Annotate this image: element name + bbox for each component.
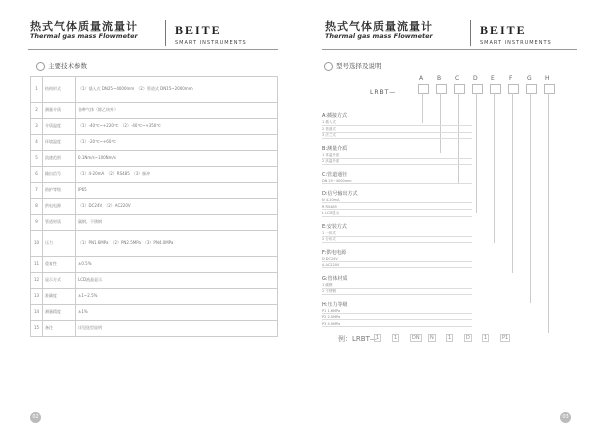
table-cell-no: 14 xyxy=(31,305,43,321)
divider xyxy=(165,20,166,46)
table-cell-no: 7 xyxy=(31,183,43,199)
option-item: A AC220V xyxy=(322,263,472,268)
example-code: N xyxy=(430,335,434,341)
table-row xyxy=(31,215,278,231)
table-cell-val: （1）插入式 DN25~4000mm （2）管道式 DN15~2000mm xyxy=(76,77,278,103)
option-item: DN 25~4000mm xyxy=(322,179,472,184)
example-code: 1 xyxy=(484,335,488,341)
example-code: 1 xyxy=(394,335,398,341)
option-item: 1 常温介质 xyxy=(322,153,472,159)
option-item: 2 不锈钢 xyxy=(322,289,472,295)
table-cell-val: （1）DC24V （2）AC220V xyxy=(76,199,278,215)
table-cell-name: 环境温度 xyxy=(43,135,76,151)
option-item: P2 2.5MPa xyxy=(322,315,472,320)
table-row xyxy=(31,289,278,305)
connector-line xyxy=(548,93,549,333)
brand-tagline: SMART INSTRUMENTS xyxy=(480,40,552,46)
option-category: F:供电电源 xyxy=(322,249,347,256)
option-item: 2 分体式 xyxy=(322,237,472,243)
table-row xyxy=(31,151,278,167)
bullet-icon xyxy=(36,62,45,71)
table-row xyxy=(31,321,278,337)
table-cell-name: 测量介质 xyxy=(43,103,76,119)
table-row xyxy=(31,257,278,273)
table-cell-name: 备注 xyxy=(43,321,76,337)
table-cell-name: 准确度 xyxy=(43,289,76,305)
option-category: H:压力等级 xyxy=(322,301,348,308)
table-cell-val: IP65 xyxy=(76,183,278,199)
table-cell-val: （1）-40℃~+220℃ （2）-40℃~+350℃ xyxy=(76,119,278,135)
table-row xyxy=(31,77,278,103)
connector-line xyxy=(494,93,495,243)
bullet-icon xyxy=(324,62,333,71)
page-number: 03 xyxy=(560,412,571,423)
table-cell-name: 介质温度 xyxy=(43,119,76,135)
model-letter: D xyxy=(473,75,478,82)
table-row xyxy=(31,135,278,151)
option-item: R RS485 xyxy=(322,205,472,210)
page-title: 热式气体质量流量计 xyxy=(30,20,138,33)
page-title: 热式气体质量流量计 xyxy=(325,20,433,33)
header-rule xyxy=(322,49,577,50)
model-letter: B xyxy=(437,75,442,82)
table-cell-no: 1 xyxy=(31,77,43,103)
model-box xyxy=(508,84,519,94)
example-code: 1 xyxy=(448,335,452,341)
model-letter: A xyxy=(419,75,424,82)
table-row xyxy=(31,183,278,199)
spec-table xyxy=(30,76,278,337)
page-subtitle: Thermal gas mass Flowmeter xyxy=(30,32,138,40)
table-cell-val: 0.1Nm/s~100Nm/s xyxy=(76,151,278,167)
brand-logo: BEITE xyxy=(480,23,527,37)
table-cell-no: 15 xyxy=(31,321,43,337)
example-label: 例：LRBT— xyxy=(338,335,377,343)
table-cell-name: 压力 xyxy=(43,231,76,257)
table-cell-name: 防护等级 xyxy=(43,183,76,199)
option-item: 3 法兰式 xyxy=(322,133,472,139)
table-cell-no: 2 xyxy=(31,103,43,119)
option-category: B:测量介质 xyxy=(322,145,348,152)
option-item: 2 高温介质 xyxy=(322,159,472,165)
table-cell-val: （1）4-20mA （2）RS485 （3）脉冲 xyxy=(76,167,278,183)
table-cell-name: 流速范围 xyxy=(43,151,76,167)
option-item: 2 管道式 xyxy=(322,127,472,133)
table-cell-val: LCD液晶显示 xyxy=(76,273,278,289)
right-page xyxy=(300,0,600,441)
table-row xyxy=(31,103,278,119)
model-letter: F xyxy=(509,75,513,82)
page-subtitle: Thermal gas mass Flowmeter xyxy=(325,32,433,40)
table-cell-val: （1）-20℃~+60℃ xyxy=(76,135,278,151)
model-box xyxy=(490,84,501,94)
option-item: 1 碳钢 xyxy=(322,283,472,289)
table-cell-val: ±1~2.5% xyxy=(76,289,278,305)
connector-line xyxy=(530,93,531,303)
model-code: LRBT— xyxy=(370,89,397,96)
model-box xyxy=(454,84,465,94)
section-heading: 主要技术参数 xyxy=(36,61,87,71)
option-item: L LCD显示 xyxy=(322,211,472,217)
table-cell-name: 输出信号 xyxy=(43,167,76,183)
table-cell-no: 10 xyxy=(31,231,43,257)
table-cell-no: 6 xyxy=(31,167,43,183)
section-heading: 型号选择及说明 xyxy=(324,61,382,71)
table-row xyxy=(31,305,278,321)
table-cell-val: （1）PN1.6MPa （2）PN2.5MPa （3）PN4.0MPa xyxy=(76,231,278,257)
table-cell-val: 详见选型说明 xyxy=(76,321,278,337)
option-category: G:管体材质 xyxy=(322,275,348,282)
table-cell-name: 结构形式 xyxy=(43,77,76,103)
table-cell-val: 碳钢、不锈钢 xyxy=(76,215,278,231)
table-cell-name: 供电电源 xyxy=(43,199,76,215)
table-cell-no: 9 xyxy=(31,215,43,231)
table-cell-no: 5 xyxy=(31,151,43,167)
table-cell-name: 显示方式 xyxy=(43,273,76,289)
table-cell-no: 8 xyxy=(31,199,43,215)
table-cell-no: 12 xyxy=(31,273,43,289)
table-cell-val: ±0.5% xyxy=(76,257,278,273)
model-box xyxy=(526,84,537,94)
example-code: P1 xyxy=(502,335,509,341)
model-box xyxy=(418,84,429,94)
table-row xyxy=(31,119,278,135)
option-category: A:插接方式 xyxy=(322,113,348,119)
example-code: DN xyxy=(412,335,420,341)
connector-line xyxy=(422,93,423,123)
example-code: 1 xyxy=(376,335,380,341)
table-cell-name: 测量精度 xyxy=(43,305,76,321)
option-item: 1 插入式 xyxy=(322,120,472,126)
connector-line xyxy=(512,93,513,273)
option-item: D DC24V xyxy=(322,257,472,262)
table-cell-no: 3 xyxy=(31,119,43,135)
connector-line xyxy=(476,93,477,213)
table-cell-val: 各种气体（除乙炔外） xyxy=(76,103,278,119)
option-category: D:信号输出方式 xyxy=(322,191,358,197)
model-letter: E xyxy=(491,75,495,82)
model-letter: G xyxy=(527,75,532,82)
table-cell-name: 重复性 xyxy=(43,257,76,273)
header-rule xyxy=(28,49,278,50)
page-number: 02 xyxy=(30,412,41,423)
option-category: E:安装方式 xyxy=(322,223,347,230)
option-category: C:管道通径 xyxy=(322,171,348,178)
model-box xyxy=(436,84,447,94)
table-row xyxy=(31,199,278,215)
model-box xyxy=(544,84,555,94)
model-letter: C xyxy=(455,75,460,82)
option-item: 1 一体式 xyxy=(322,231,472,237)
table-cell-name: 管道材质 xyxy=(43,215,76,231)
divider xyxy=(470,20,471,46)
table-cell-val: ±1% xyxy=(76,305,278,321)
brand-tagline: SMART INSTRUMENTS xyxy=(175,40,247,46)
table-row xyxy=(31,167,278,183)
option-item: N 4-20mA xyxy=(322,198,472,203)
table-cell-no: 11 xyxy=(31,257,43,273)
model-letter: H xyxy=(545,75,550,82)
model-box xyxy=(472,84,483,94)
table-cell-no: 4 xyxy=(31,135,43,151)
table-row xyxy=(31,231,278,257)
table-row xyxy=(31,273,278,289)
option-item: P1 1.6MPa xyxy=(322,309,472,314)
brand-logo: BEITE xyxy=(175,23,222,37)
option-item: P3 4.0MPa xyxy=(322,322,472,327)
table-cell-no: 13 xyxy=(31,289,43,305)
example-code: D xyxy=(466,335,470,341)
